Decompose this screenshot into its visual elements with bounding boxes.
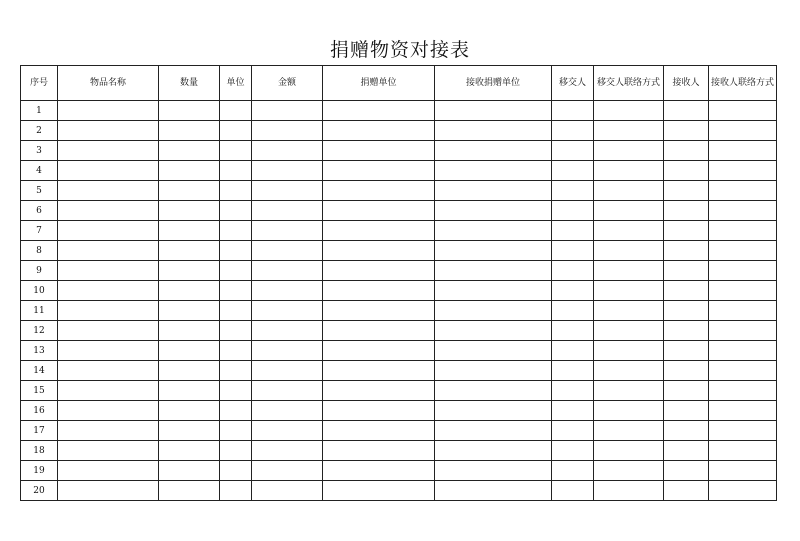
table-row [21,421,777,441]
cell-amount[interactable] [252,481,323,501]
cell-index: 3 [21,141,58,161]
cell-item-name[interactable] [58,161,159,181]
cell-receiver[interactable] [664,121,709,141]
cell-donor-org[interactable] [323,321,435,341]
cell-recipient-org[interactable] [435,301,552,321]
header-cell-handover-person: 移交人 [552,66,594,101]
cell-index: 6 [21,201,58,221]
cell-handover-person[interactable] [552,461,594,481]
header-cell-amount: 金额 [252,66,323,101]
cell-unit[interactable] [220,221,252,241]
cell-item-name[interactable] [58,341,159,361]
cell-handover-person[interactable] [552,401,594,421]
cell-donor-org[interactable] [323,481,435,501]
cell-item-name[interactable] [58,301,159,321]
cell-index: 10 [21,281,58,301]
cell-handover-contact[interactable] [594,261,664,281]
cell-index: 8 [21,241,58,261]
cell-item-name[interactable] [58,141,159,161]
cell-recipient-org[interactable] [435,221,552,241]
table-body [21,101,777,501]
cell-amount[interactable] [252,381,323,401]
cell-amount[interactable] [252,301,323,321]
cell-index: 9 [21,261,58,281]
cell-handover-person[interactable] [552,381,594,401]
cell-recipient-org[interactable] [435,101,552,121]
cell-handover-contact[interactable] [594,361,664,381]
cell-quantity[interactable] [159,161,220,181]
cell-receiver[interactable] [664,441,709,461]
cell-donor-org[interactable] [323,141,435,161]
cell-handover-contact[interactable] [594,221,664,241]
cell-amount[interactable] [252,161,323,181]
cell-handover-contact[interactable] [594,101,664,121]
cell-donor-org[interactable] [323,381,435,401]
cell-quantity[interactable] [159,281,220,301]
cell-quantity[interactable] [159,181,220,201]
table-row [21,141,777,161]
cell-donor-org[interactable] [323,361,435,381]
cell-quantity[interactable] [159,341,220,361]
cell-donor-org[interactable] [323,121,435,141]
cell-quantity[interactable] [159,221,220,241]
cell-quantity[interactable] [159,261,220,281]
cell-item-name[interactable] [58,461,159,481]
cell-recipient-org[interactable] [435,241,552,261]
cell-receiver[interactable] [664,341,709,361]
cell-handover-person[interactable] [552,141,594,161]
cell-handover-contact[interactable] [594,441,664,461]
cell-receiver-contact[interactable] [709,161,777,181]
cell-unit[interactable] [220,421,252,441]
cell-recipient-org[interactable] [435,121,552,141]
cell-unit[interactable] [220,261,252,281]
cell-quantity[interactable] [159,381,220,401]
cell-receiver-contact[interactable] [709,221,777,241]
cell-receiver[interactable] [664,481,709,501]
cell-recipient-org[interactable] [435,161,552,181]
cell-unit[interactable] [220,141,252,161]
header-cell-item-name: 物品名称 [58,66,159,101]
cell-recipient-org[interactable] [435,281,552,301]
cell-receiver-contact[interactable] [709,401,777,421]
cell-amount[interactable] [252,441,323,461]
cell-unit[interactable] [220,361,252,381]
table-row [21,301,777,321]
cell-donor-org[interactable] [323,401,435,421]
cell-donor-org[interactable] [323,241,435,261]
table-row [21,221,777,241]
cell-donor-org[interactable] [323,441,435,461]
cell-amount[interactable] [252,241,323,261]
cell-handover-person[interactable] [552,221,594,241]
cell-index: 16 [21,401,58,421]
table-row [21,481,777,501]
cell-recipient-org[interactable] [435,441,552,461]
header-cell-unit: 单位 [220,66,252,101]
cell-handover-person[interactable] [552,481,594,501]
cell-receiver[interactable] [664,421,709,441]
cell-amount[interactable] [252,421,323,441]
cell-handover-person[interactable] [552,421,594,441]
cell-receiver[interactable] [664,161,709,181]
cell-unit[interactable] [220,101,252,121]
cell-amount[interactable] [252,461,323,481]
cell-handover-contact[interactable] [594,181,664,201]
cell-receiver[interactable] [664,201,709,221]
cell-handover-person[interactable] [552,361,594,381]
cell-handover-contact[interactable] [594,321,664,341]
cell-unit[interactable] [220,341,252,361]
cell-receiver-contact[interactable] [709,301,777,321]
cell-index: 19 [21,461,58,481]
cell-handover-person[interactable] [552,261,594,281]
header-cell-quantity: 数量 [159,66,220,101]
cell-unit[interactable] [220,241,252,261]
cell-item-name[interactable] [58,221,159,241]
cell-handover-person[interactable] [552,301,594,321]
header-cell-handover-contact: 移交人联络方式 [594,66,664,101]
cell-handover-contact[interactable] [594,341,664,361]
cell-amount[interactable] [252,261,323,281]
cell-receiver[interactable] [664,141,709,161]
cell-index: 18 [21,441,58,461]
cell-handover-contact[interactable] [594,121,664,141]
cell-donor-org[interactable] [323,281,435,301]
cell-handover-contact[interactable] [594,401,664,421]
cell-unit[interactable] [220,281,252,301]
cell-item-name[interactable] [58,201,159,221]
cell-quantity[interactable] [159,401,220,421]
cell-unit[interactable] [220,381,252,401]
cell-handover-contact[interactable] [594,301,664,321]
cell-item-name[interactable] [58,441,159,461]
cell-index: 12 [21,321,58,341]
cell-receiver[interactable] [664,381,709,401]
cell-handover-contact[interactable] [594,461,664,481]
table-row [21,281,777,301]
cell-item-name[interactable] [58,401,159,421]
cell-amount[interactable] [252,281,323,301]
table-row [21,461,777,481]
cell-amount[interactable] [252,361,323,381]
cell-quantity[interactable] [159,461,220,481]
cell-index: 20 [21,481,58,501]
cell-receiver-contact[interactable] [709,141,777,161]
cell-recipient-org[interactable] [435,421,552,441]
table-row [21,201,777,221]
cell-item-name[interactable] [58,421,159,441]
cell-item-name[interactable] [58,281,159,301]
cell-index: 4 [21,161,58,181]
cell-receiver-contact[interactable] [709,341,777,361]
cell-receiver-contact[interactable] [709,361,777,381]
cell-receiver[interactable] [664,101,709,121]
cell-handover-contact[interactable] [594,241,664,261]
cell-amount[interactable] [252,401,323,421]
cell-receiver[interactable] [664,281,709,301]
cell-item-name[interactable] [58,181,159,201]
cell-receiver-contact[interactable] [709,121,777,141]
cell-amount[interactable] [252,101,323,121]
cell-quantity[interactable] [159,321,220,341]
header-cell-recipient-org: 接收捐赠单位 [435,66,552,101]
cell-index: 2 [21,121,58,141]
cell-receiver[interactable] [664,261,709,281]
cell-index: 15 [21,381,58,401]
donation-form-table [20,65,777,501]
cell-unit[interactable] [220,161,252,181]
cell-donor-org[interactable] [323,461,435,481]
header-cell-donor-org: 捐赠单位 [323,66,435,101]
cell-recipient-org[interactable] [435,341,552,361]
cell-recipient-org[interactable] [435,321,552,341]
cell-quantity[interactable] [159,141,220,161]
cell-receiver-contact[interactable] [709,441,777,461]
cell-amount[interactable] [252,141,323,161]
cell-donor-org[interactable] [323,301,435,321]
table-row [21,241,777,261]
cell-donor-org[interactable] [323,101,435,121]
table-row [21,101,777,121]
cell-unit[interactable] [220,121,252,141]
cell-handover-person[interactable] [552,441,594,461]
cell-handover-contact[interactable] [594,381,664,401]
cell-recipient-org[interactable] [435,381,552,401]
cell-handover-person[interactable] [552,241,594,261]
cell-recipient-org[interactable] [435,401,552,421]
cell-handover-person[interactable] [552,281,594,301]
cell-quantity[interactable] [159,361,220,381]
cell-receiver-contact[interactable] [709,101,777,121]
cell-donor-org[interactable] [323,161,435,181]
cell-receiver[interactable] [664,321,709,341]
cell-handover-person[interactable] [552,161,594,181]
cell-quantity[interactable] [159,121,220,141]
cell-receiver-contact[interactable] [709,321,777,341]
cell-unit[interactable] [220,461,252,481]
table-row [21,261,777,281]
cell-amount[interactable] [252,201,323,221]
cell-receiver-contact[interactable] [709,381,777,401]
cell-receiver-contact[interactable] [709,201,777,221]
table-row [21,321,777,341]
cell-unit[interactable] [220,201,252,221]
cell-quantity[interactable] [159,301,220,321]
cell-handover-person[interactable] [552,321,594,341]
cell-receiver[interactable] [664,181,709,201]
cell-index: 7 [21,221,58,241]
cell-amount[interactable] [252,221,323,241]
table-row [21,381,777,401]
cell-index: 17 [21,421,58,441]
cell-amount[interactable] [252,181,323,201]
cell-item-name[interactable] [58,361,159,381]
cell-quantity[interactable] [159,421,220,441]
cell-receiver-contact[interactable] [709,461,777,481]
cell-receiver-contact[interactable] [709,281,777,301]
cell-handover-person[interactable] [552,201,594,221]
cell-handover-contact[interactable] [594,481,664,501]
cell-item-name[interactable] [58,121,159,141]
cell-handover-person[interactable] [552,101,594,121]
table-row [21,341,777,361]
cell-receiver[interactable] [664,461,709,481]
cell-receiver[interactable] [664,241,709,261]
cell-amount[interactable] [252,341,323,361]
cell-item-name[interactable] [58,381,159,401]
cell-quantity[interactable] [159,241,220,261]
cell-receiver-contact[interactable] [709,181,777,201]
cell-index: 1 [21,101,58,121]
cell-handover-contact[interactable] [594,421,664,441]
cell-handover-contact[interactable] [594,161,664,181]
cell-quantity[interactable] [159,441,220,461]
cell-recipient-org[interactable] [435,361,552,381]
cell-receiver[interactable] [664,401,709,421]
cell-donor-org[interactable] [323,221,435,241]
table-row [21,161,777,181]
cell-item-name[interactable] [58,481,159,501]
header-row [21,66,777,101]
cell-receiver-contact[interactable] [709,421,777,441]
cell-item-name[interactable] [58,241,159,261]
cell-recipient-org[interactable] [435,261,552,281]
cell-handover-person[interactable] [552,121,594,141]
cell-unit[interactable] [220,481,252,501]
table-row [21,441,777,461]
cell-index: 5 [21,181,58,201]
cell-recipient-org[interactable] [435,481,552,501]
cell-handover-person[interactable] [552,341,594,361]
cell-donor-org[interactable] [323,261,435,281]
cell-unit[interactable] [220,401,252,421]
cell-index: 11 [21,301,58,321]
cell-unit[interactable] [220,301,252,321]
cell-recipient-org[interactable] [435,201,552,221]
cell-index: 14 [21,361,58,381]
cell-donor-org[interactable] [323,201,435,221]
cell-item-name[interactable] [58,261,159,281]
cell-receiver[interactable] [664,361,709,381]
cell-handover-contact[interactable] [594,141,664,161]
cell-quantity[interactable] [159,481,220,501]
cell-amount[interactable] [252,321,323,341]
header-cell-receiver-contact: 接收人联络方式 [709,66,777,101]
cell-donor-org[interactable] [323,341,435,361]
document-title: 捐赠物资对接表 [329,39,470,61]
cell-receiver-contact[interactable] [709,241,777,261]
cell-item-name[interactable] [58,101,159,121]
cell-index: 13 [21,341,58,361]
cell-quantity[interactable] [159,201,220,221]
cell-receiver[interactable] [664,221,709,241]
cell-unit[interactable] [220,441,252,461]
header-cell-index: 序号 [21,66,58,101]
cell-receiver-contact[interactable] [709,481,777,501]
table-row [21,401,777,421]
cell-receiver-contact[interactable] [709,261,777,281]
table-row [21,361,777,381]
cell-unit[interactable] [220,181,252,201]
cell-donor-org[interactable] [323,181,435,201]
table-row [21,181,777,201]
cell-recipient-org[interactable] [435,461,552,481]
table-row [21,121,777,141]
cell-handover-contact[interactable] [594,201,664,221]
cell-unit[interactable] [220,321,252,341]
cell-amount[interactable] [252,121,323,141]
cell-quantity[interactable] [159,101,220,121]
cell-handover-person[interactable] [552,181,594,201]
cell-donor-org[interactable] [323,421,435,441]
cell-handover-contact[interactable] [594,281,664,301]
cell-item-name[interactable] [58,321,159,341]
cell-receiver[interactable] [664,301,709,321]
cell-recipient-org[interactable] [435,181,552,201]
header-cell-receiver: 接收人 [664,66,709,101]
cell-recipient-org[interactable] [435,141,552,161]
